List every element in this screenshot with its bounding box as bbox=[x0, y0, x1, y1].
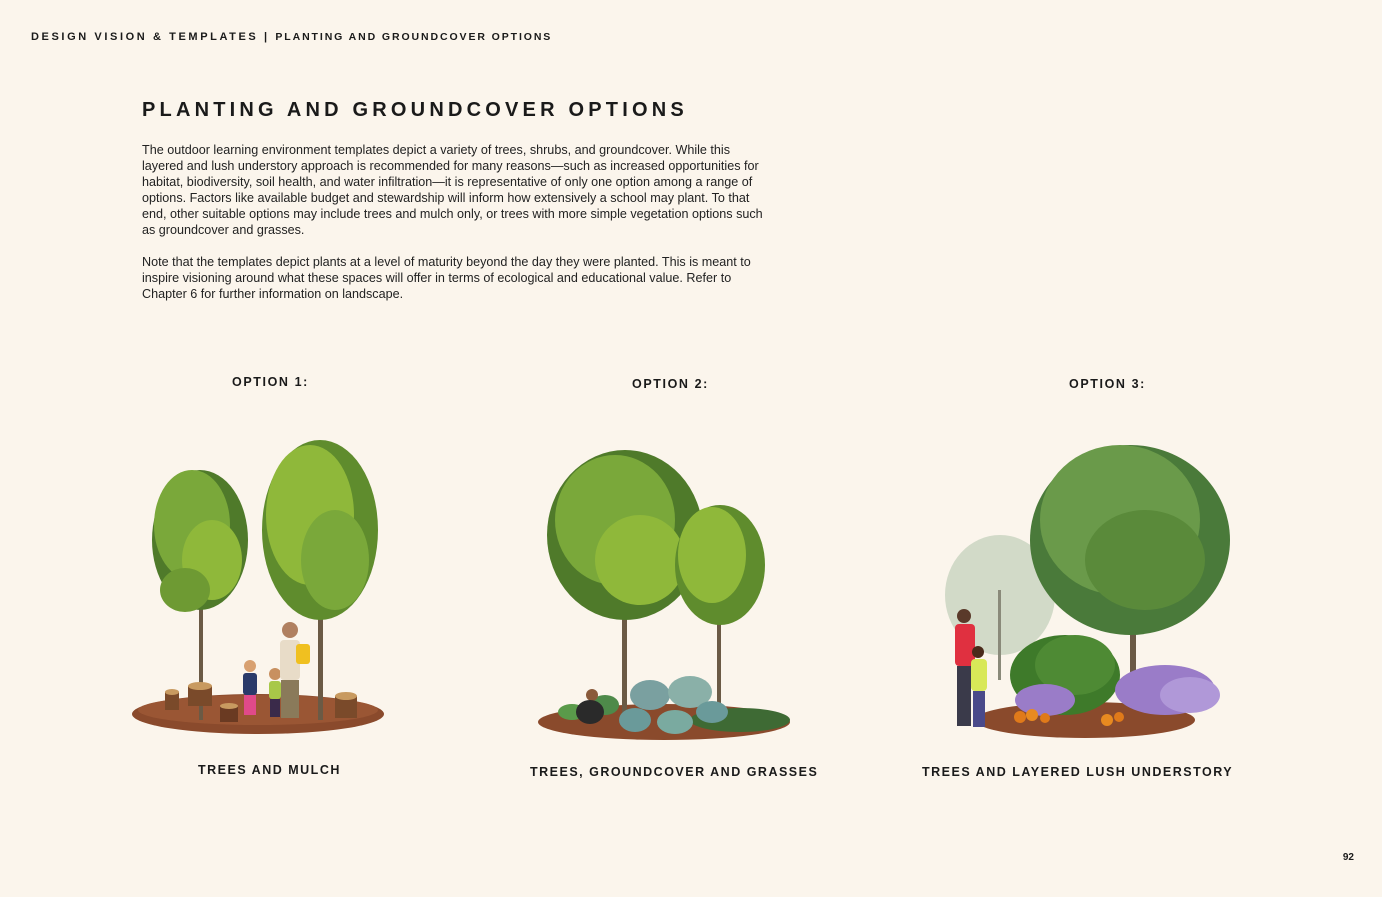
header-page-title: PLANTING AND GROUNDCOVER OPTIONS bbox=[275, 31, 553, 43]
option-2-label: OPTION 2: bbox=[632, 377, 709, 391]
option-2-illustration bbox=[530, 440, 800, 750]
header-divider: | bbox=[264, 31, 270, 43]
paragraph-2: Note that the templates depict plants at a level of maturity beyond the day they were planted. This is meant to inspire visioning around what these spaces will offer in terms of ecological and educational value. Refer to Chapter 6 for further information on landscape. bbox=[142, 255, 751, 301]
option-3-label: OPTION 3: bbox=[1069, 377, 1146, 391]
option-1-label: OPTION 1: bbox=[232, 375, 309, 389]
option-3-caption: TREES AND LAYERED LUSH UNDERSTORY bbox=[922, 765, 1234, 779]
header-section: DESIGN VISION & TEMPLATES bbox=[31, 31, 259, 43]
intro-text bbox=[142, 142, 767, 318]
option-1-illustration bbox=[130, 430, 400, 750]
page-number: 92 bbox=[1342, 852, 1354, 863]
running-header bbox=[31, 31, 552, 43]
option-1-caption: TREES AND MULCH bbox=[198, 763, 341, 777]
option-3-illustration bbox=[935, 420, 1245, 750]
option-2-caption: TREES, GROUNDCOVER AND GRASSES bbox=[530, 765, 819, 779]
paragraph-1: The outdoor learning environment templates depict a variety of trees, shrubs, and groundcover. While this layered and lush understory approach is recommended for many reasons—such as increased opportunities for habitat, biodiversity, soil health, and water infiltration—it is representative of only one option among a range of options. Factors like available budget and stewardship will inform how extensively a school may plant. To that end, other suitable options may include trees and mulch only, or trees with more simple vegetation options such as groundcover and grasses. bbox=[142, 143, 763, 237]
person-icon bbox=[576, 689, 604, 724]
page-title: PLANTING AND GROUNDCOVER OPTIONS bbox=[142, 99, 688, 121]
